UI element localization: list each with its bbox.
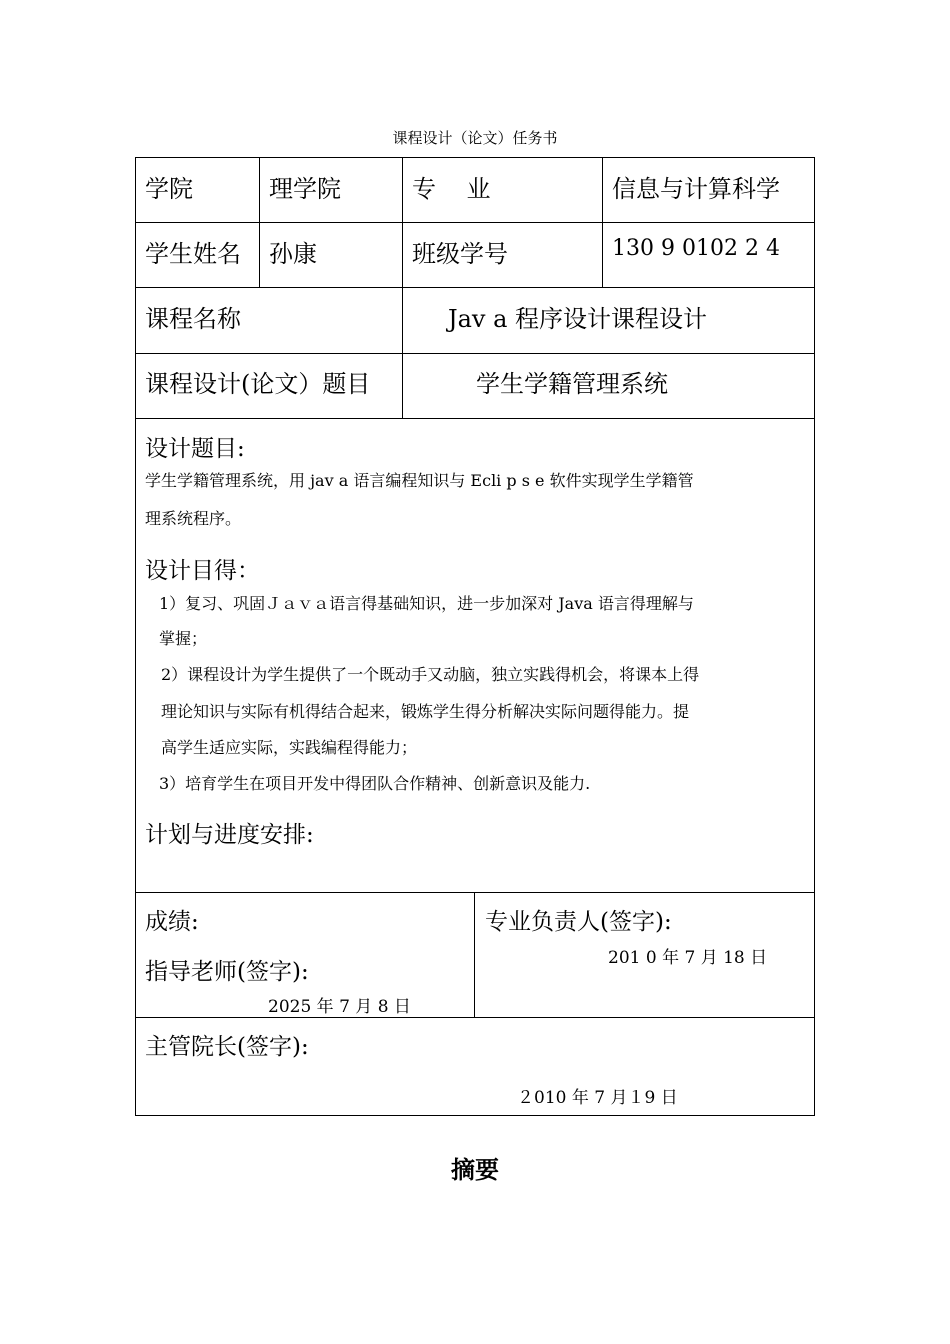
advisor-signature-label: 指导老师(签字): (145, 959, 309, 985)
design-goal-heading: 设计目得： (145, 558, 260, 584)
major-head-date: 201 0 年 7 月 18 日 (608, 948, 768, 968)
table-rule (135, 222, 815, 223)
advisor-date: 2025 年 7 月 8 日 (268, 997, 411, 1017)
table-rule (135, 418, 815, 419)
design-topic-text: 学生学籍管理系统，用 jav a 语言编程知识与 Ecli p s e 软件实现学生学籍管 (145, 471, 694, 490)
dean-signature-label: 主管院长(签字): (145, 1034, 309, 1060)
table-border-right (814, 157, 815, 1116)
plan-heading: 计划与进度安排: (145, 822, 314, 848)
table-rule (135, 892, 815, 893)
design-goal-item: 2）课程设计为学生提供了一个既动手又动脑，独立实践得机会，将课本上得 (161, 665, 700, 684)
design-topic-heading: 设计题目: (145, 436, 245, 462)
design-goal-item: 1）复习、巩固Ｊａｖａ语言得基础知识，进一步加深对 Java 语言得理解与 (159, 594, 694, 613)
table-rule (474, 892, 475, 1018)
table-border-left (135, 157, 136, 1116)
table-border-bottom (135, 1115, 815, 1116)
table-rule (602, 157, 603, 288)
course-name-label: 课程名称 (145, 305, 241, 333)
college-label: 学院 (145, 175, 193, 203)
college-value: 理学院 (269, 175, 341, 203)
grade-label: 成绩: (145, 909, 199, 935)
table-rule (402, 157, 403, 419)
abstract-heading: 摘要 (451, 1156, 499, 1184)
table-rule (135, 1017, 815, 1018)
table-rule (135, 353, 815, 354)
student-name-value: 孙康 (269, 240, 317, 268)
course-name-value: Jav a 程序设计课程设计 (448, 305, 708, 333)
thesis-topic-label: 课程设计(论文）题目 (145, 370, 371, 398)
class-id-value: 130 9 0102 2 4 (612, 236, 780, 261)
design-goal-item: 3）培育学生在项目开发中得团队合作精神、创新意识及能力. (159, 774, 591, 793)
design-goal-item: 高学生适应实际，实践编程得能力； (161, 738, 418, 757)
design-goal-item: 理论知识与实际有机得结合起来，锻炼学生得分析解决实际问题得能力。提 (161, 702, 690, 721)
dean-date: ２010 年 7 月１9 日 (517, 1088, 678, 1108)
document-title: 课程设计（论文）任务书 (392, 129, 558, 147)
thesis-topic-value: 学生学籍管理系统 (476, 370, 668, 398)
table-rule (135, 287, 815, 288)
table-border-top (135, 157, 815, 158)
table-rule (259, 157, 260, 288)
class-id-label: 班级学号 (412, 240, 508, 268)
major-head-signature-label: 专业负责人(签字): (485, 909, 672, 935)
task-form-table (135, 157, 815, 1116)
major-label: 专 业 (412, 175, 491, 203)
design-goal-item: 掌握； (159, 629, 208, 648)
design-topic-text: 理系统程序。 (145, 509, 242, 528)
student-name-label: 学生姓名 (145, 240, 241, 268)
major-value: 信息与计算科学 (612, 175, 780, 203)
